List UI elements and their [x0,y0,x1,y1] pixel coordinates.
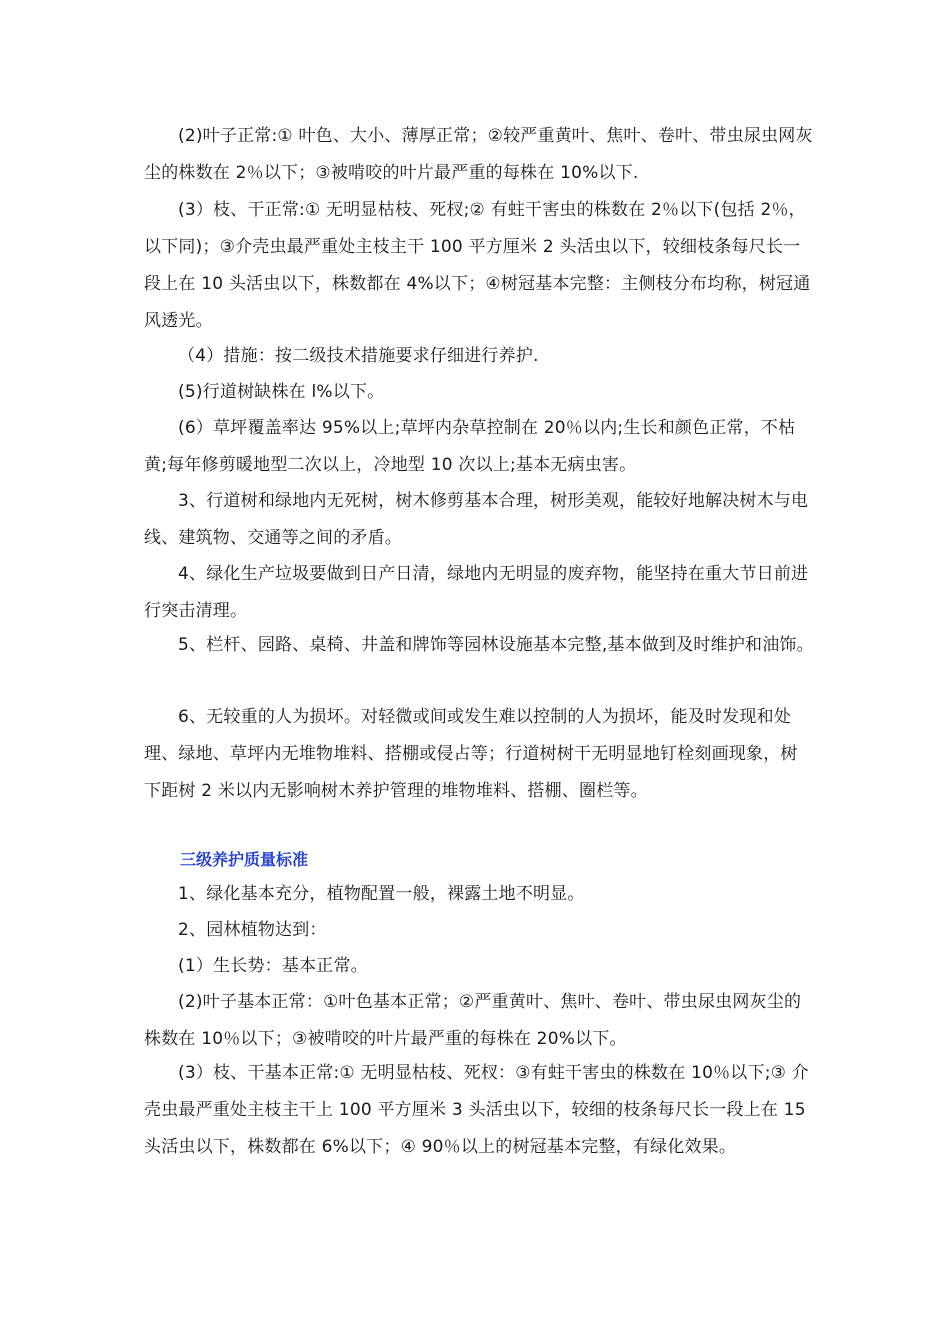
paragraph-text: 2、园林植物达到： [178,920,327,940]
paragraph-text: (3）枝、干正常:① 无明显枯枝、死杈;② 有蛀干害虫的株数在 2％以下(包括 2％，以下同)；③介壳虫最严重处主枝主干 100 平方厘米 2 头活虫以下，较细枝条每尺长一段上在 10 头活虫以下，株数都在 4%以下；④树冠基本完整：主侧枝分布均称，树冠通风透光。 [144,200,811,331]
paragraph-text: 5、栏杆、园路、桌椅、井盖和牌饰等园林设施基本完整,基本做到及时维护和油饰。 [178,635,814,655]
paragraph-damage [144,699,814,810]
section-heading: 三级养护质量标准 [180,850,309,869]
paragraph-plants [144,912,814,949]
paragraph-leaf-standard [144,118,814,192]
paragraph-branch-basic [144,1055,814,1166]
paragraph-text: 4、绿化生产垃圾要做到日产日清，绿地内无明显的废弃物，能坚持在重大节日前进行突击清理。 [144,564,809,621]
paragraph-text: （4）措施：按二级技术措施要求仔细进行养护. [178,346,539,366]
paragraph-text: (6）草坪覆盖率达 95%以上;草坪内杂草控制在 20％以内;生长和颜色正常，不枯黄;每年修剪暖地型二次以上，冷地型 10 次以上;基本无病虫害。 [144,418,796,475]
paragraph-text: (5)行道树缺株在 l%以下。 [178,382,385,402]
paragraph-text: 1、绿化基本充分，植物配置一般，裸露土地不明显。 [178,884,585,904]
paragraph-missing-trees [144,374,814,411]
paragraph-text: (3）枝、干基本正常:① 无明显枯枝、死杈：③有蛀干害虫的株数在 10％以下;③ 介壳虫最严重处主枝主干上 100 平方厘米 3 头活虫以下，较细的枝条每尺长一段上在 15 头活虫以下，株数都在 6%以下；④ 90％以上的树冠基本完整，有绿化效果。 [144,1063,809,1157]
paragraph-lawn [144,410,814,484]
paragraph-measures [144,338,814,375]
paragraph-growth [144,948,814,985]
paragraph-text: (1）生长势：基本正常。 [178,956,368,976]
paragraph-waste [144,556,814,630]
paragraph-text: (2)叶子基本正常：①叶色基本正常；②严重黄叶、焦叶、卷叶、带虫尿虫网灰尘的株数在 10％以下；③被啃咬的叶片最严重的每株在 20%以下。 [144,992,802,1049]
paragraph-text: 3、行道树和绿地内无死树，树木修剪基本合理，树形美观，能较好地解决树木与电线、建筑物、交通等之间的矛盾。 [144,491,809,548]
paragraph-text: 6、无较重的人为损坏。对轻微或间或发生难以控制的人为损坏，能及时发现和处理、绿地、草坪内无堆物堆料、搭棚或侵占等；行道树树干无明显地钉栓刻画现象，树下距树 2 米以内无影响树木养护管理的堆物堆料、搭棚、圈栏等。 [144,707,798,801]
paragraph-text: (2)叶子正常:① 叶色、大小、薄厚正常；②较严重黄叶、焦叶、卷叶、带虫尿虫网灰尘的株数在 2％以下；③被啃咬的叶片最严重的每株在 10%以下. [144,126,813,183]
paragraph-branch-standard [144,192,814,340]
paragraph-facilities [144,627,814,664]
paragraph-leaf-basic [144,984,814,1058]
paragraph-dead-trees [144,483,814,557]
paragraph-greening [144,876,814,913]
